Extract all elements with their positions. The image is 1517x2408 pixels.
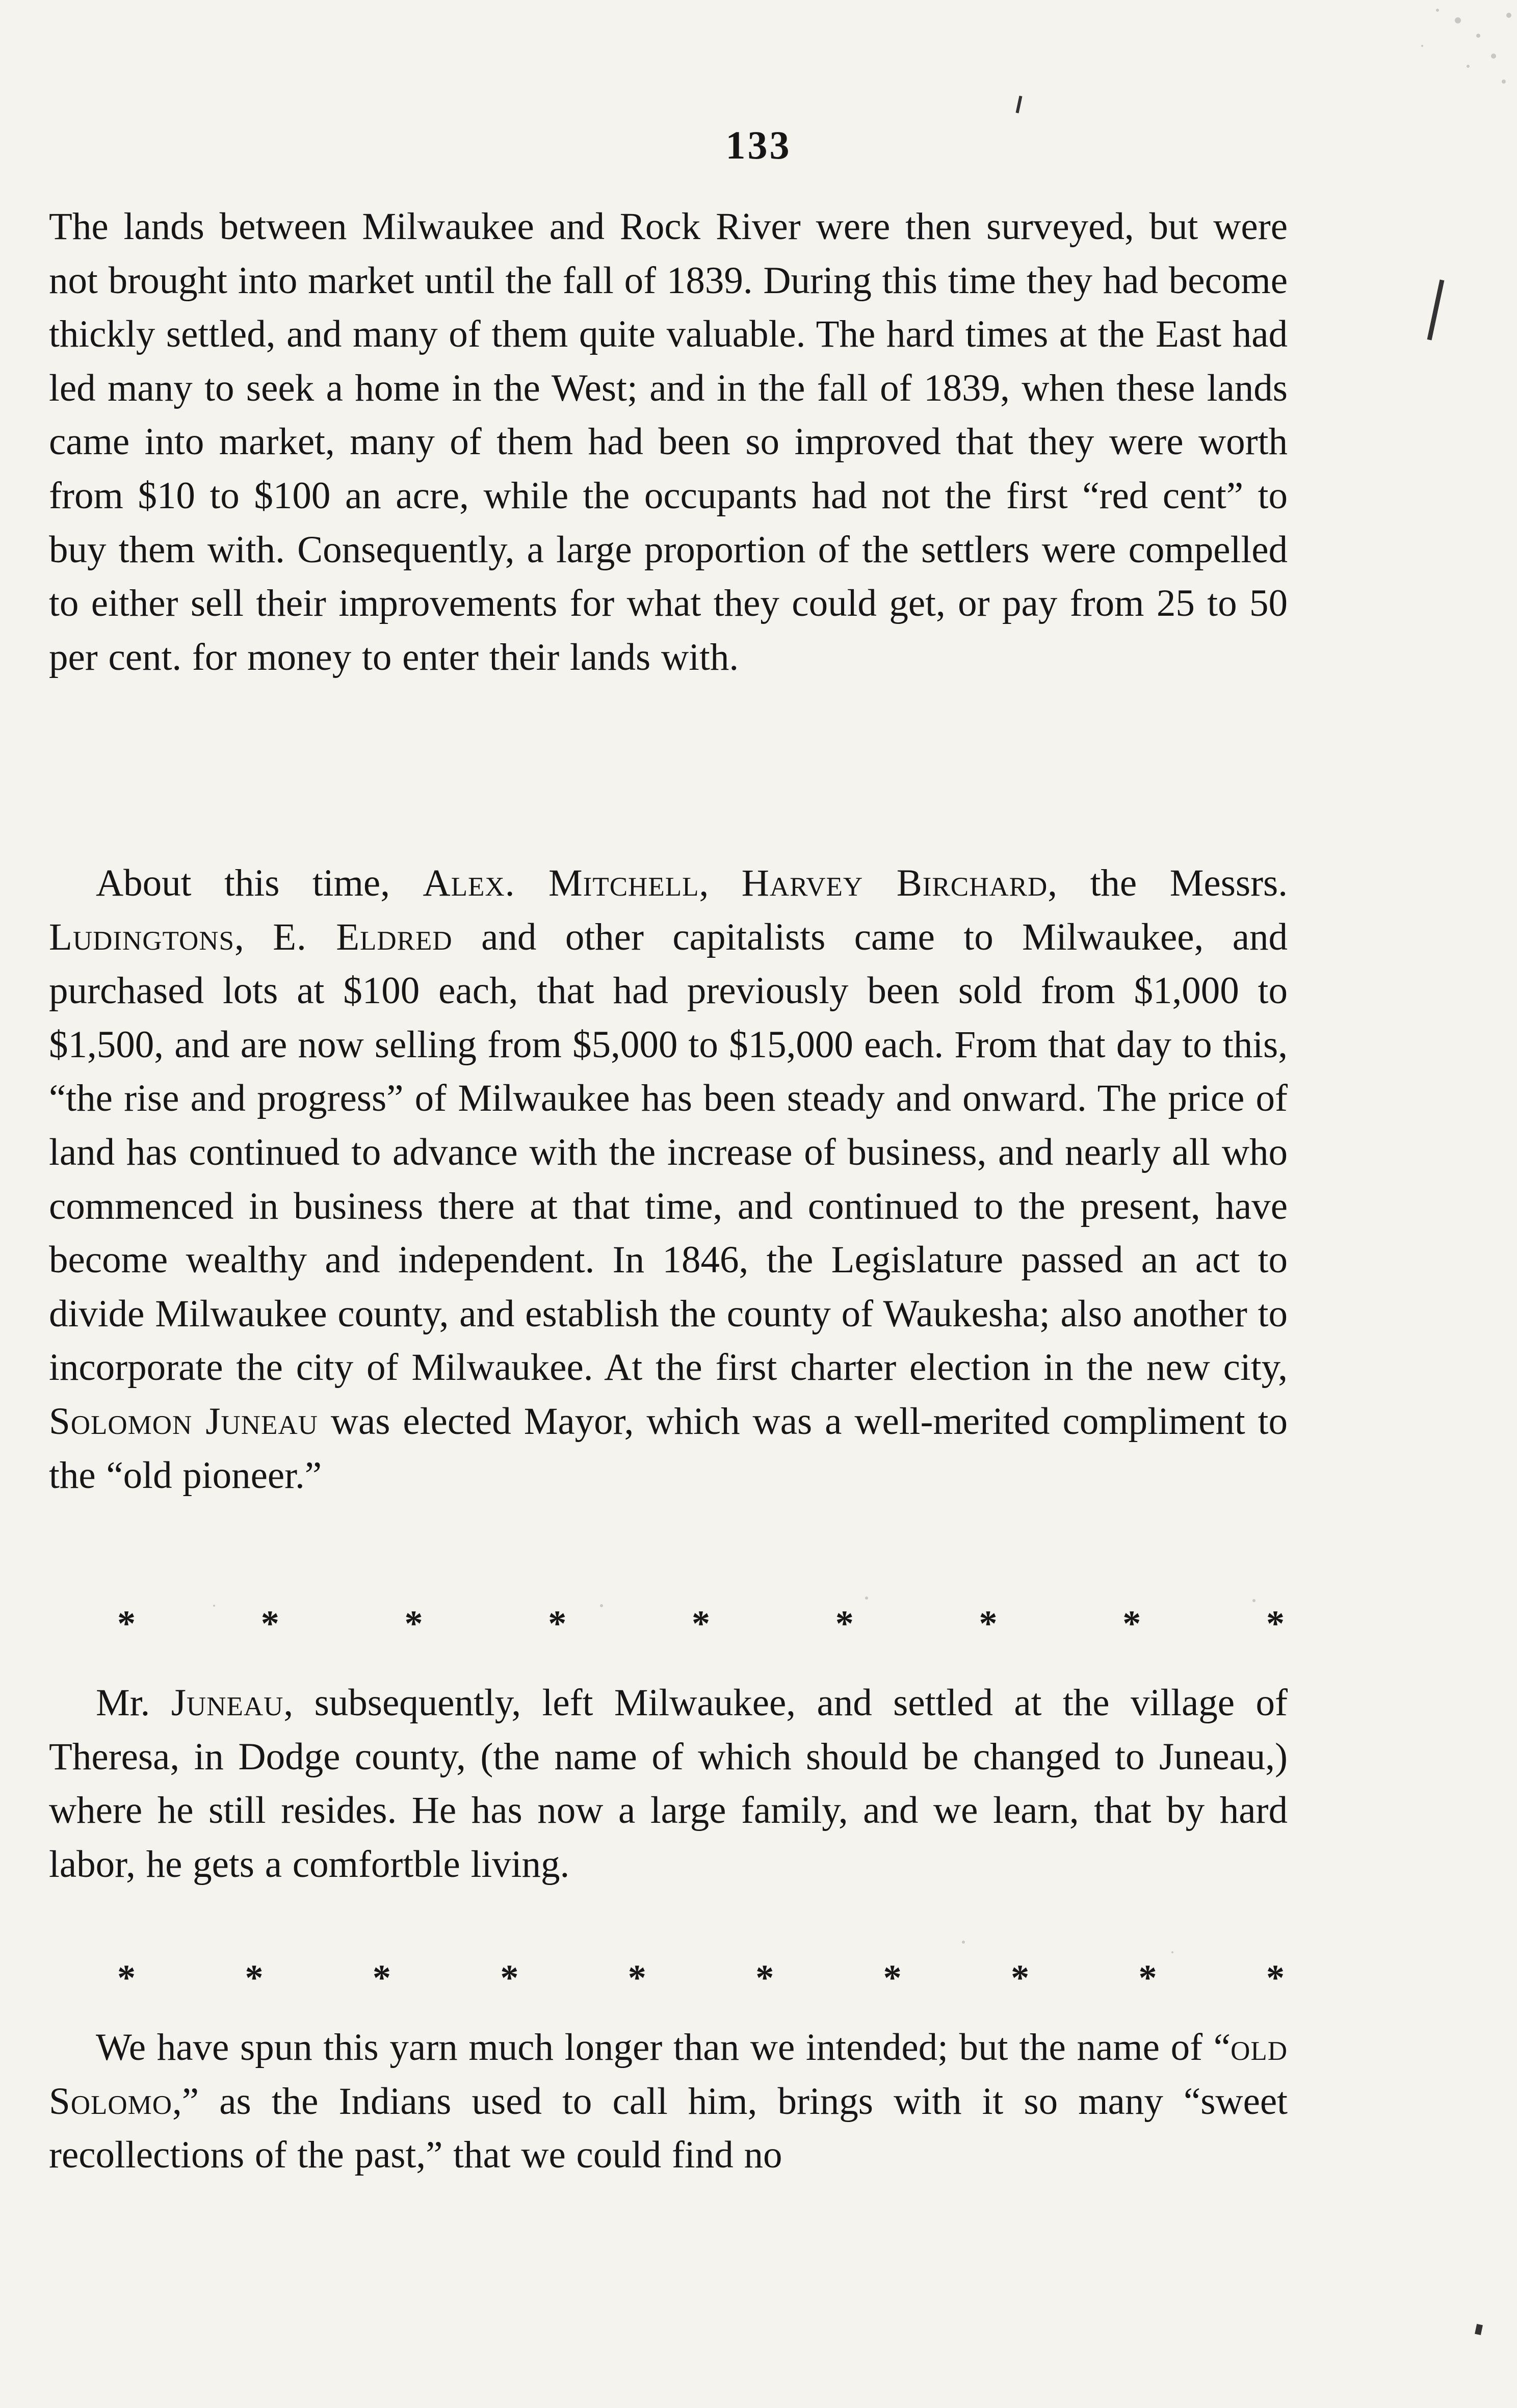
star: * (755, 1957, 774, 1998)
section-break-stars (117, 1603, 1285, 1644)
star: * (500, 1957, 519, 1998)
star: * (835, 1603, 854, 1644)
text-run: , the Messrs. (1048, 862, 1288, 904)
star: * (883, 1957, 902, 1998)
person-name: Ludingtons (49, 915, 235, 958)
margin-mark (1475, 2324, 1483, 2335)
star: * (1011, 1957, 1030, 1998)
star: * (1266, 1603, 1285, 1644)
star: * (548, 1603, 567, 1644)
star: * (627, 1957, 646, 1998)
star: * (245, 1957, 264, 1998)
star: * (1138, 1957, 1157, 1998)
text-run: , subsequently, left Milwaukee, and settled at the village of Theresa, in Dodge county, (the name of which should be changed to Juneau,) where he still resides. He has now a large family, and we learn, that by hard labor, he gets a comfortble living. (49, 1682, 1288, 1886)
text-run: , (234, 915, 273, 958)
star: * (979, 1603, 998, 1644)
person-name: Solomon Juneau (49, 1400, 318, 1443)
margin-mark (1016, 96, 1023, 114)
star: * (692, 1603, 710, 1644)
star: * (260, 1603, 279, 1644)
paragraph-yarn (49, 2021, 1288, 2182)
person-name: old Solomo (49, 2026, 1288, 2123)
star: * (117, 1957, 136, 1998)
star: * (1122, 1603, 1141, 1644)
star: * (117, 1603, 136, 1644)
star: * (372, 1957, 391, 1998)
text-run: , (699, 862, 742, 904)
paragraph-lands: The lands between Milwaukee and Rock River were then surveyed, but were not brought into market until the fall of 1839. During this time they had become thickly settled, and many of them quite valuable. The hard times at the East had led many to seek a home in the West; and in the fall of 1839, when these lands came into market, many of them had been so improved that they were worth from $10 to $100 an acre, while the occupants had not the first “red cent” to buy them with. Consequently, a large proportion of the settlers were compelled to either sell their improvements for what they could get, or pay from 25 to 50 per cent. for money to enter their lands with. (49, 205, 1288, 678)
section-break-stars (117, 1957, 1285, 1998)
star: * (404, 1603, 423, 1644)
page-number: 133 (725, 123, 792, 167)
text-run: was elected Mayor, which was a well-merited compliment to the “old pioneer.” (49, 1400, 1288, 1497)
text-run: and other capitalists came to Milwaukee, and purchased lots at $100 each, that had previously been sold from $1,000 to $1,500, and are now selling from $5,000 to $15,000 each. From that day to this, “the rise and progress” of Milwaukee has been steady and onward. The price of land has continued to advance with the increase of business, and nearly all who commenced in business there at that time, and continued to the present, have become wealthy and independent. In 1846, the Legislature passed an act to divide Milwaukee county, and establish the county of Waukesha; also another to incorporate the city of Milwaukee. At the first charter election in the new city, (49, 915, 1288, 1389)
person-name: Alex. Mitchell (423, 862, 699, 904)
person-name: Harvey Birchard (741, 862, 1048, 904)
text-run: About this time, (96, 862, 423, 904)
star: * (1266, 1957, 1285, 1998)
text-run: Mr. (96, 1682, 171, 1724)
person-name: Juneau (171, 1682, 284, 1724)
margin-mark (1427, 279, 1445, 340)
paragraph-capitalists (49, 856, 1288, 1502)
text-run: ,” as the Indians used to call him, brings with it so many “sweet recollections of the past,” that we could find no (49, 2080, 1288, 2177)
person-name: E. Eldred (273, 915, 453, 958)
text-run: We have spun this yarn much longer than we intended; but the name of “ (96, 2026, 1231, 2069)
paragraph-juneau (49, 1676, 1288, 1891)
